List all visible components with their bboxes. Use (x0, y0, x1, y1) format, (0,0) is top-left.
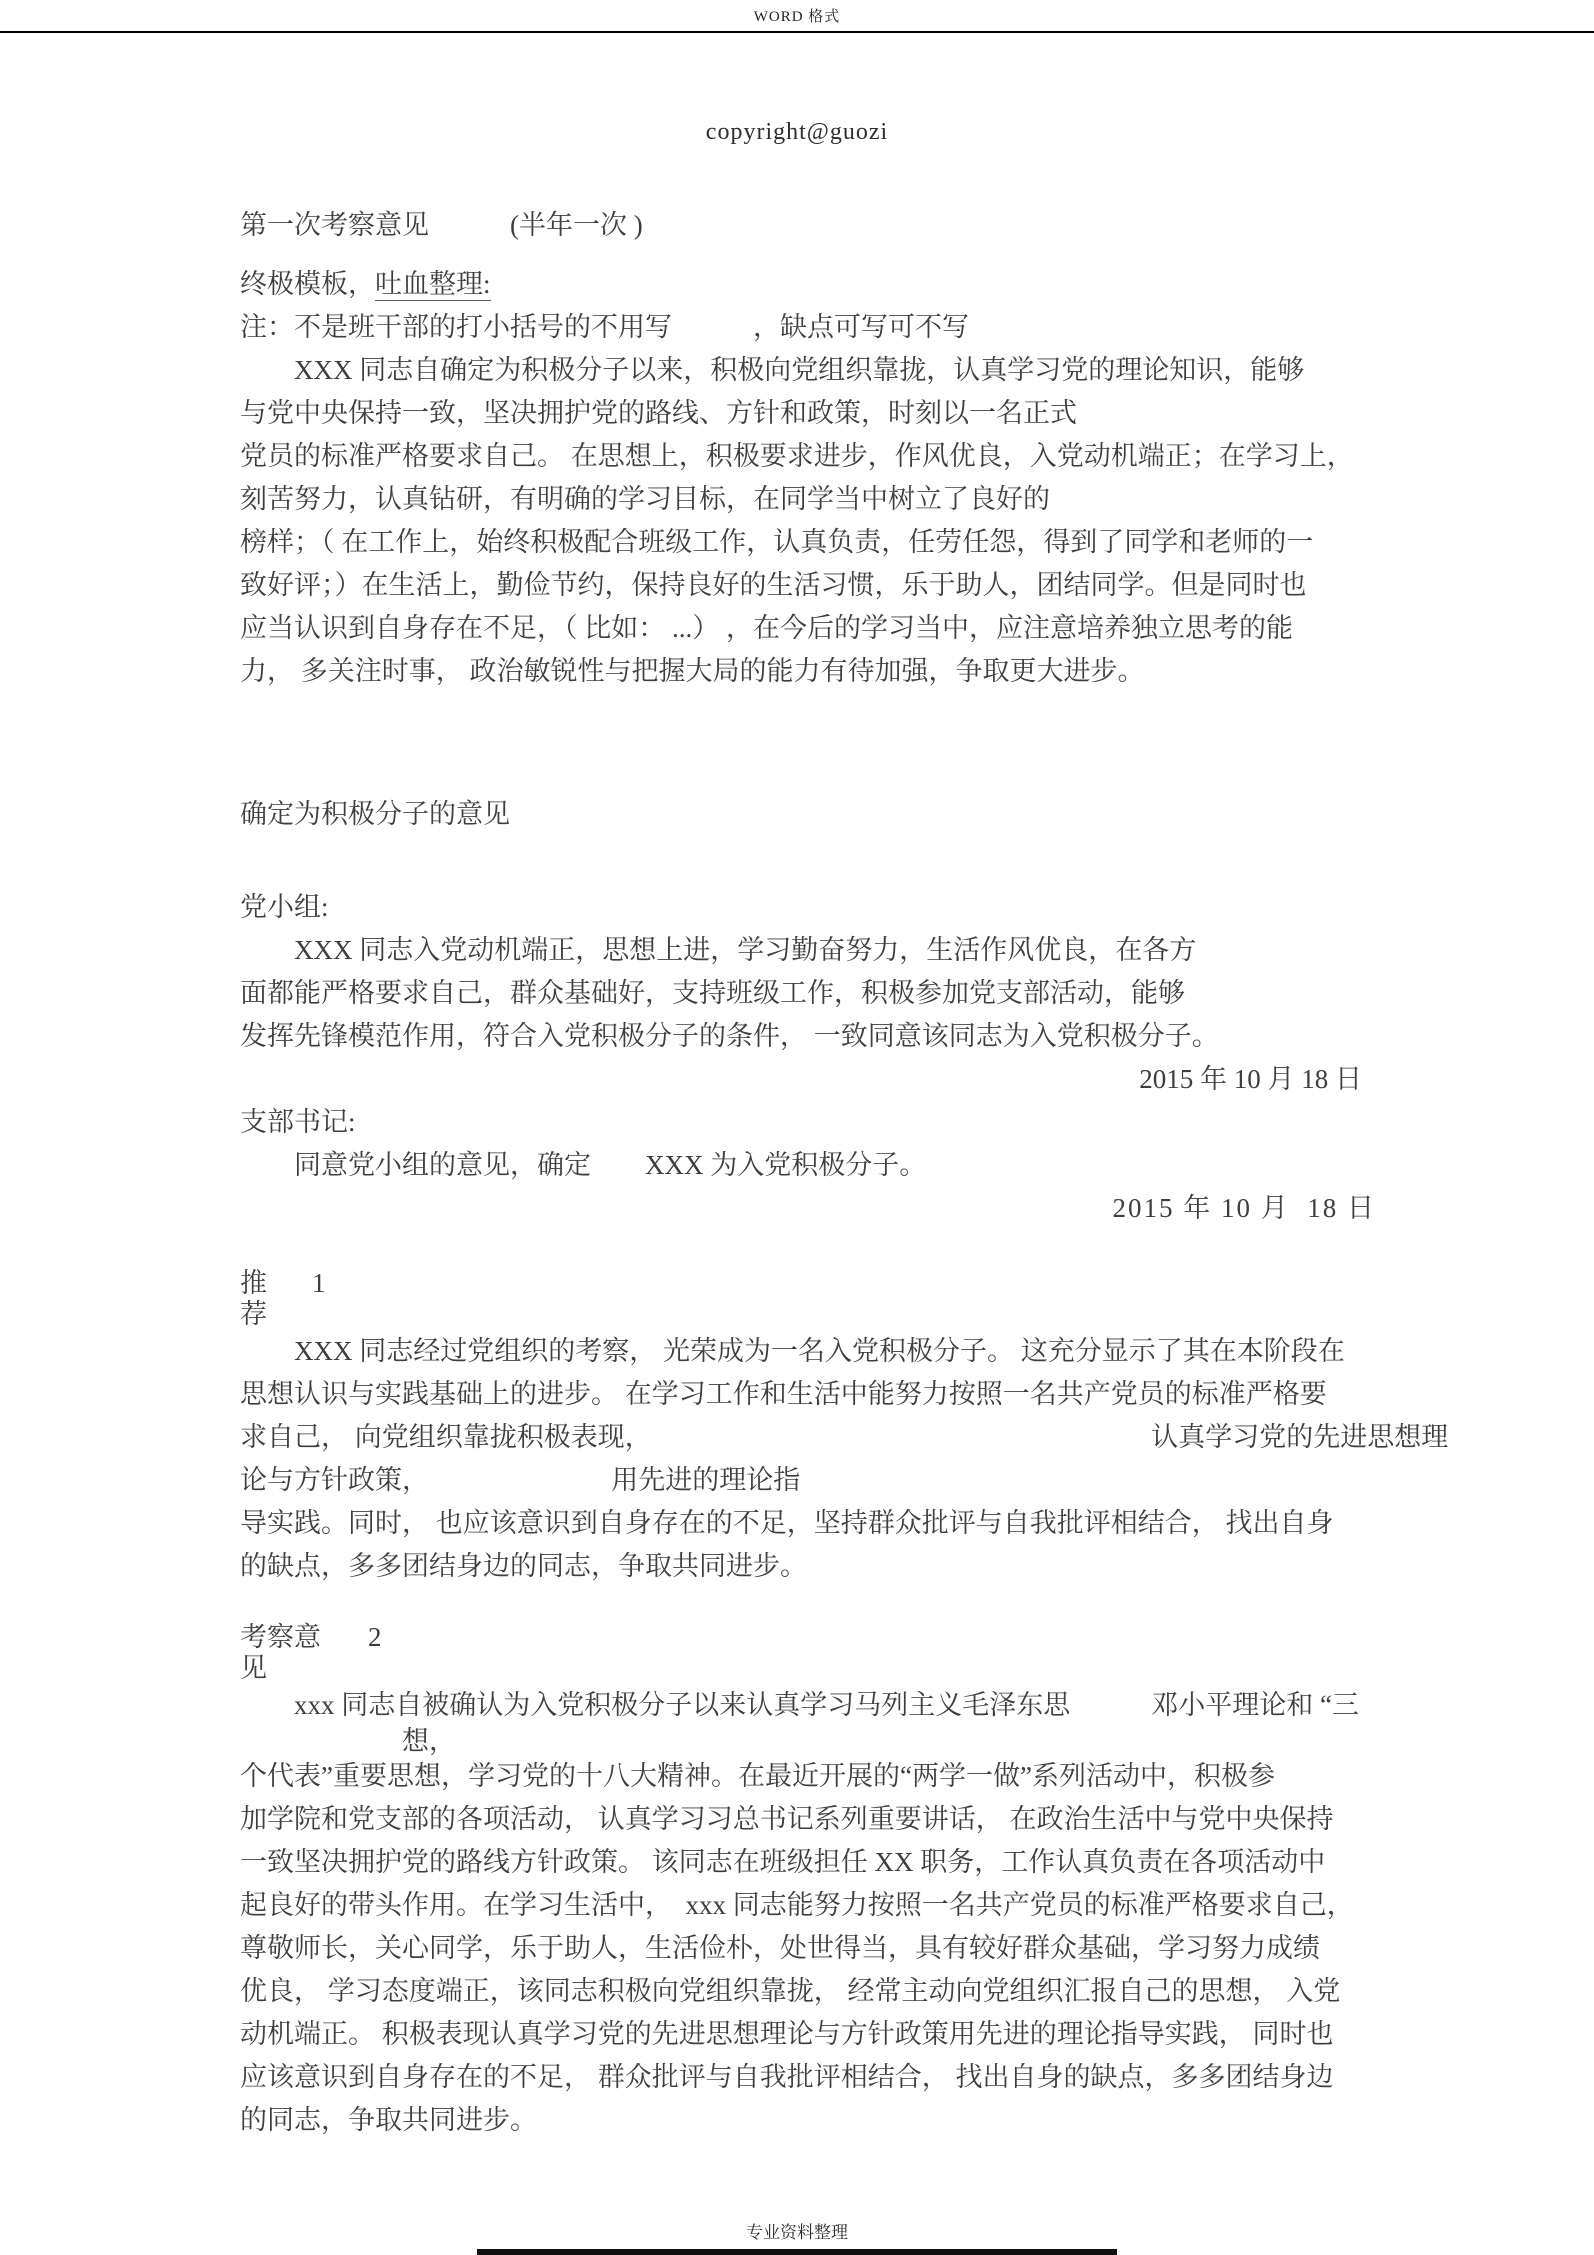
text-line: 论与方针政策， 用先进的理论指 (240, 1465, 801, 1495)
document-body (240, 204, 1480, 2142)
text-line: 起良好的带头作用。在学习生活中， xxx 同志能努力按照一名共产党员的标准严格要求自己， (240, 1890, 1354, 1920)
text-line: 优良， 学习态度端正，该同志积极向党组织靠拢， 经常主动向党组织汇报自己的思想， 入党 (240, 1976, 1341, 2006)
review-wrap-fragment: 想， (240, 1726, 456, 1756)
text-line: 思想认识与实践基础上的进步。 在学习工作和生活中能努力按照一名共产党员的标准严格要 (240, 1379, 1327, 1409)
text-line: 刻苦努力，认真钻研，有明确的学习目标，在同学当中树立了良好的 (240, 484, 1050, 514)
text-line: 导实践。同时， 也应该意识到自身存在的不足，坚持群众批评与自我批评相结合， 找出自身 (240, 1508, 1334, 1538)
doc-title: 第一次考察意见 (半年一次 ) (240, 210, 643, 240)
template-note (240, 263, 1480, 306)
text-line: 与党中央保持一致，坚决拥护党的路线、方针和政策，时刻以一名正式 (240, 398, 1077, 428)
review-first-line: xxx 同志自被确认为入党积极分子以来认真学习马列主义毛泽东思 邓小平理论和 “三 (240, 1690, 1359, 1720)
date-branch-secretary: 2015 年 10 月 18 日 (1112, 1193, 1376, 1223)
usage-note: 注：不是班干部的打小括号的不用写 ，缺点可写可不写 (240, 312, 969, 342)
review-number: 2 (368, 1622, 382, 1652)
page-footer-label: 专业资料整理 (746, 2223, 848, 2242)
branch-secretary-opinion: 同意党小组的意见，确定 XXX 为入党积极分子。 (240, 1150, 927, 1180)
text-line: 应该意识到自身存在的不足， 群众批评与自我批评相结合， 找出自身的缺点，多多团结身边 (240, 2062, 1334, 2092)
text-line: 尊敬师长，关心同学，乐于助人，生活俭朴，处世得当，具有较好群众基础，学习努力成绩 (240, 1933, 1320, 1963)
paragraph-review (240, 1755, 1480, 2142)
text-line: 力， 多关注时事， 政治敏锐性与把握大局的能力有待加强，争取更大进步。 (240, 656, 1145, 686)
bottom-edge-bar (477, 2249, 1117, 2255)
text-line: 的缺点，多多团结身边的同志，争取共同进步。 (240, 1551, 807, 1581)
text-line: 的同志，争取共同进步。 (240, 2105, 537, 2135)
branch-secretary-label: 支部书记: (240, 1107, 356, 1137)
text-line: 榜样；（ 在工作上，始终积极配合班级工作，认真负责，任劳任怨，得到了同学和老师的一 (240, 527, 1314, 557)
paragraph-recommendation (240, 1330, 1480, 1588)
party-group-label: 党小组: (240, 892, 329, 922)
text-line: XXX 同志自确定为积极分子以来，积极向党组织靠拢，认真学习党的理论知识，能够 (240, 355, 1305, 385)
text-line: 党员的标准严格要求自己。 在思想上，积极要求进步，作风优良，入党动机端正；在学习上， (240, 441, 1354, 471)
text-line: 一致坚决拥护党的路线方针政策。 该同志在班级担任 XX 职务，工作认真负责在各项活动中 (240, 1847, 1326, 1877)
paragraph-party-group (240, 929, 1480, 1058)
recommendation-label: 推荐 (240, 1268, 267, 1329)
text-line: XXX 同志经过党组织的考察， 光荣成为一名入党积极分子。 这充分显示了其在本阶段在 (240, 1336, 1345, 1366)
text-line: 求自己， 向党组织靠拢积极表现， 认真学习党的先进思想理 (240, 1422, 1449, 1452)
text-line: 发挥先锋模范作用，符合入党积极分子的条件， 一致同意该同志为入党积极分子。 (240, 1021, 1219, 1051)
review-label: 考察意见 (240, 1622, 321, 1683)
paragraph-first-review (240, 349, 1480, 693)
copyright-text: copyright@guozi (705, 119, 889, 145)
header-divider (0, 31, 1594, 33)
section-heading-confirm: 确定为积极分子的意见 (240, 799, 510, 829)
template-note-prefix: 终极模板， (240, 269, 375, 299)
text-line: 个代表”重要思想，学习党的十八大精神。在最近开展的“两学一做”系列活动中，积极参 (240, 1761, 1275, 1791)
page-header-label: WORD 格式 (753, 9, 841, 25)
recommendation-number: 1 (312, 1268, 326, 1298)
review-label-row (240, 1622, 1480, 1684)
text-line: XXX 同志入党动机端正，思想上进，学习勤奋努力，生活作风优良，在各方 (240, 935, 1197, 965)
recommendation-label-row (240, 1268, 1480, 1330)
date-party-group: 2015 年 10 月 18 日 (1139, 1064, 1362, 1094)
text-line: 加学院和党支部的各项活动， 认真学习习总书记系列重要讲话， 在政治生活中与党中央保持 (240, 1804, 1334, 1834)
text-line: 面都能严格要求自己，群众基础好，支持班级工作，积极参加党支部活动，能够 (240, 978, 1185, 1008)
template-note-underlined: 吐血整理: (375, 269, 491, 299)
text-line: 动机端正。 积极表现认真学习党的先进思想理论与方针政策用先进的理论指导实践， 同时也 (240, 2019, 1334, 2049)
text-line: 致好评；）在生活上，勤俭节约，保持良好的生活习惯，乐于助人，团结同学。但是同时也 (240, 570, 1307, 600)
text-line: 应当认识到自身存在不足，（ 比如： ...） ，在今后的学习当中，应注意培养独立思考的能 (240, 613, 1293, 643)
